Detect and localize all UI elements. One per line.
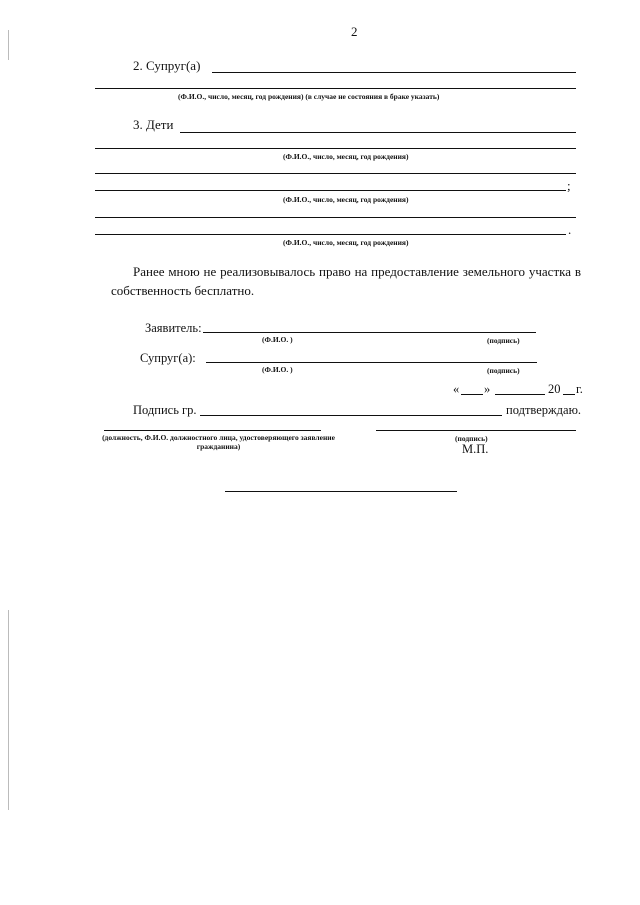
spouse-caption: (Ф.И.О., число, месяц, год рождения) (в случае не состояния в браке указать) xyxy=(178,92,440,101)
stamp-label: М.П. xyxy=(462,442,489,456)
children-input-line-5[interactable] xyxy=(95,217,576,218)
spouse-sign-signature-caption: (подпись) xyxy=(487,366,520,375)
children-input-line-1[interactable] xyxy=(180,132,576,133)
spouse-input-line-2[interactable] xyxy=(95,88,576,89)
spouse-sign-label: Супруг(а): xyxy=(140,351,196,365)
spouse-input-line[interactable] xyxy=(212,72,576,73)
children-input-line-3[interactable] xyxy=(95,173,576,174)
date-year-field[interactable] xyxy=(563,394,575,395)
children-period: . xyxy=(568,222,572,237)
scan-artifact xyxy=(8,610,9,810)
applicant-input-line[interactable] xyxy=(203,332,536,333)
applicant-signature-caption: (подпись) xyxy=(487,336,520,345)
applicant-label: Заявитель: xyxy=(145,321,202,335)
children-caption-1: (Ф.И.О., число, месяц, год рождения) xyxy=(283,152,409,161)
confirmation-confirms: подтверждаю. xyxy=(506,403,582,417)
date-day-field[interactable] xyxy=(461,394,483,395)
date-year-suffix: г. xyxy=(576,382,583,396)
confirmation-name-line[interactable] xyxy=(200,415,502,416)
children-caption-3: (Ф.И.О., число, месяц, год рождения) xyxy=(283,238,409,247)
official-signature-line[interactable] xyxy=(376,430,576,431)
spouse-label: 2. Супруг(а) xyxy=(133,58,201,73)
date-year-prefix: 20 xyxy=(548,382,561,396)
page-number: 2 xyxy=(351,24,358,39)
statement-paragraph: Ранее мною не реализовывалось право на предоставление земельного участка в собственность бесплатно. xyxy=(111,264,581,298)
children-input-line-2[interactable] xyxy=(95,148,576,149)
children-input-line-4[interactable] xyxy=(95,190,566,191)
spouse-sign-input-line[interactable] xyxy=(206,362,537,363)
date-month-field[interactable] xyxy=(495,394,545,395)
official-input-line[interactable] xyxy=(104,430,321,431)
children-semicolon: ; xyxy=(567,178,571,193)
official-caption: (должность, Ф.И.О. должностного лица, удостоверяющего заявление гражданина) xyxy=(102,433,335,451)
scan-artifact xyxy=(8,30,9,60)
children-label: 3. Дети xyxy=(133,117,174,132)
date-close-quote: » xyxy=(484,382,491,396)
children-caption-2: (Ф.И.О., число, месяц, год рождения) xyxy=(283,195,409,204)
children-input-line-6[interactable] xyxy=(95,234,566,235)
bottom-separator xyxy=(225,491,457,492)
date-open-quote: « xyxy=(453,382,460,396)
official-signature-caption: (подпись) xyxy=(455,434,488,443)
spouse-sign-fio-caption: (Ф.И.О. ) xyxy=(262,365,293,374)
confirmation-label: Подпись гр. xyxy=(133,403,197,417)
applicant-fio-caption: (Ф.И.О. ) xyxy=(262,335,293,344)
